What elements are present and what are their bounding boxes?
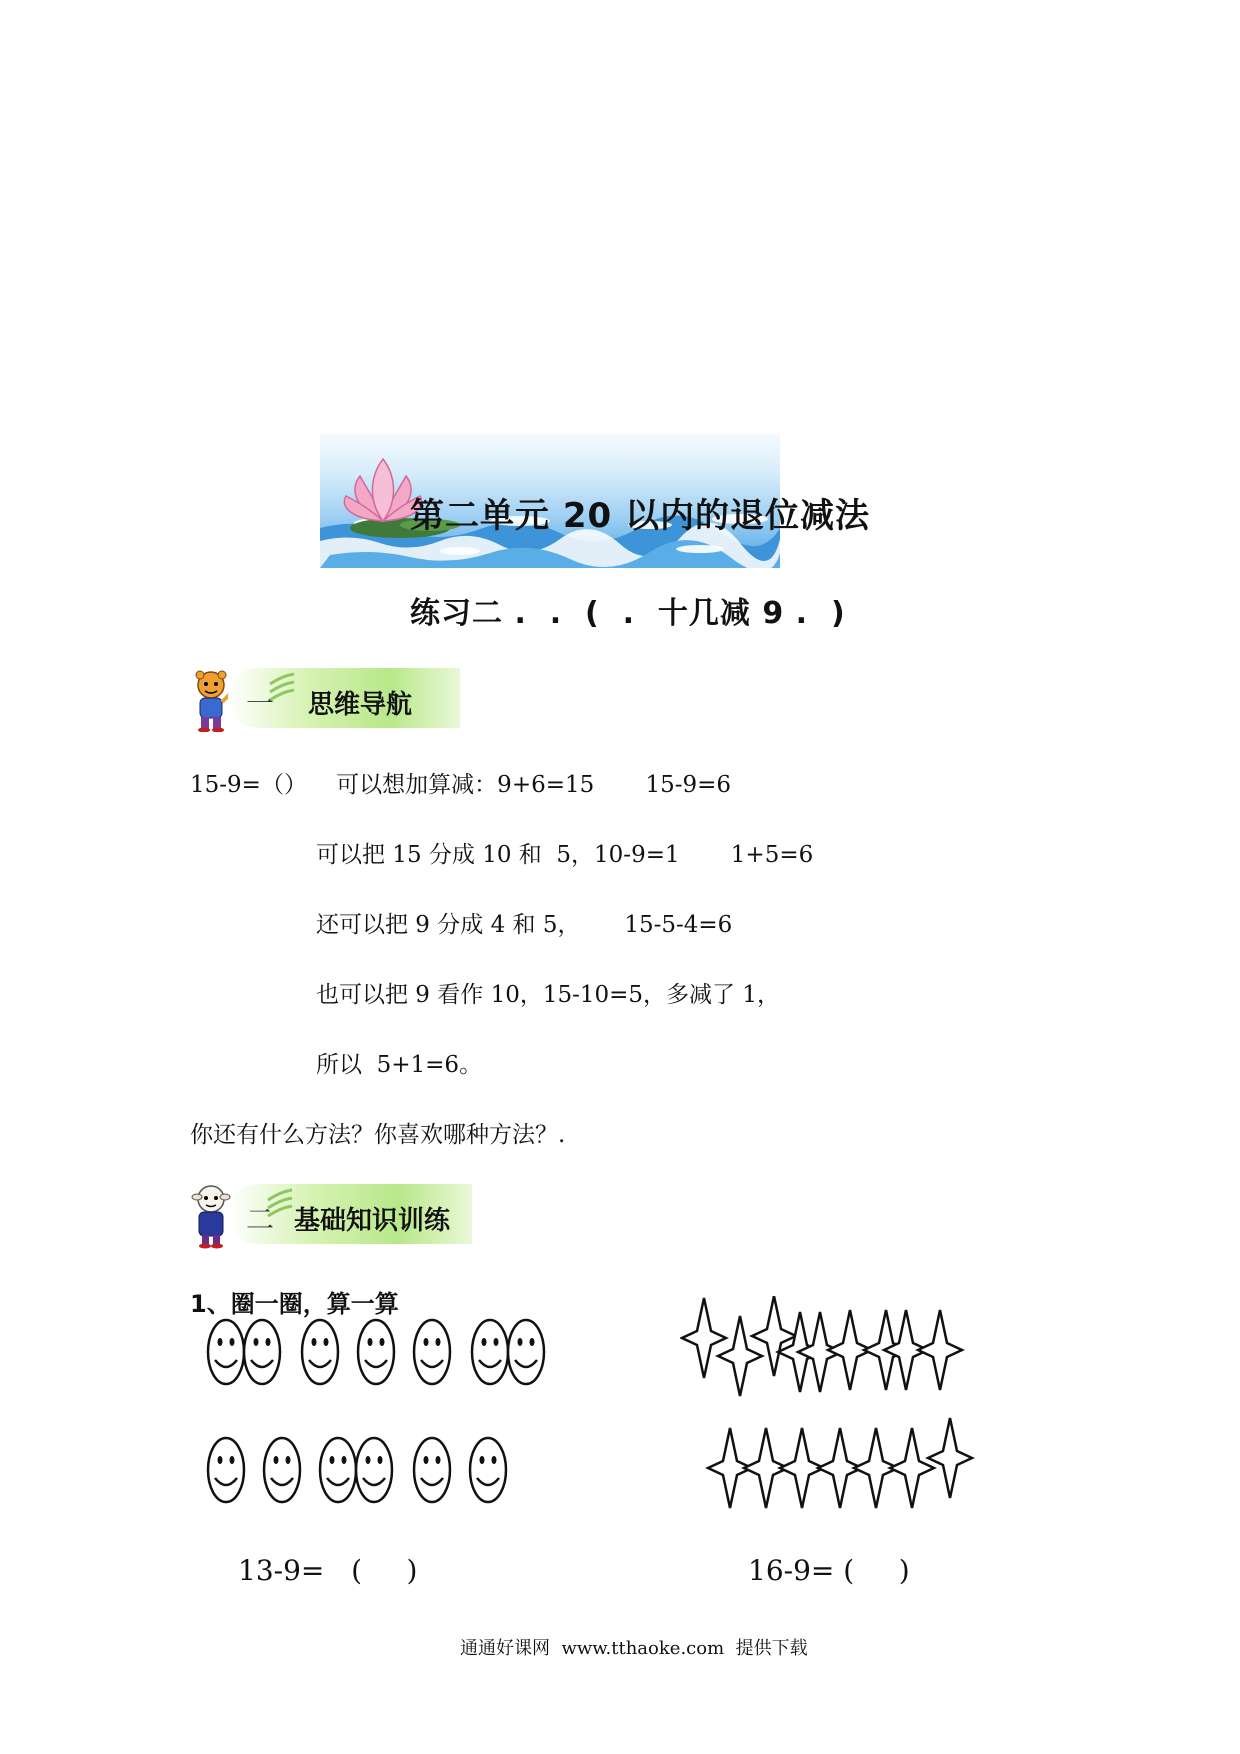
star-group	[680, 1296, 990, 1526]
smiley-face-icon	[414, 1438, 450, 1502]
smiley-face-icon	[414, 1320, 450, 1384]
expression-left: 13-9= ( )	[238, 1554, 418, 1587]
method-line-1: 15-9=（） 可以想加算减：9+6=15 15-9=6	[190, 772, 732, 798]
smiley-face-icon	[208, 1438, 244, 1502]
smiley-face-icon	[302, 1320, 338, 1384]
unit-title: 第二单元 20 以内的退位减法	[410, 496, 870, 536]
four-point-star-icon	[918, 1310, 962, 1390]
section1-label: 思维导航	[308, 690, 413, 720]
method-line-2: 可以把 15 分成 10 和 5，10-9=1 1+5=6	[316, 842, 814, 868]
sheep-mascot-icon	[188, 1184, 234, 1250]
swoosh-icon	[268, 672, 296, 724]
smiley-face-icon	[472, 1320, 508, 1384]
section2-number: 二	[246, 1203, 275, 1236]
method-line-3: 还可以把 9 分成 4 和 5， 15-5-4=6	[316, 912, 733, 938]
tiger-mascot-icon	[188, 670, 234, 732]
method-line-5: 所以 5+1=6。	[316, 1052, 483, 1078]
smiley-face-icon	[244, 1320, 280, 1384]
method-line-4: 也可以把 9 看作 10，15-10=5，多减了 1，	[316, 982, 780, 1008]
smiley-group	[200, 1310, 560, 1510]
smiley-face-icon	[356, 1438, 392, 1502]
swoosh-icon	[266, 1188, 294, 1240]
section2-label: 基础知识训练	[294, 1206, 451, 1236]
smiley-face-icon	[470, 1438, 506, 1502]
four-point-star-icon	[752, 1296, 796, 1376]
four-point-star-icon	[718, 1316, 762, 1396]
four-point-star-icon	[928, 1418, 972, 1498]
footer-credit: 通通好课网 www.tthaoke.com 提供下载	[460, 1638, 808, 1659]
smiley-face-icon	[208, 1320, 244, 1384]
smiley-face-icon	[508, 1320, 544, 1384]
smiley-face-icon	[320, 1438, 356, 1502]
smiley-face-icon	[358, 1320, 394, 1384]
question-line: 你还有什么方法？你喜欢哪种方法？.	[190, 1122, 566, 1148]
four-point-star-icon	[682, 1298, 726, 1378]
four-point-star-icon	[890, 1428, 934, 1508]
expression-right: 16-9= ( )	[748, 1554, 910, 1587]
section1-number: 一	[246, 687, 275, 720]
question1-title: 1、圈一圈，算一算	[190, 1290, 399, 1318]
practice-title: 练习二 . . ( . 十几减 9 . )	[410, 596, 846, 631]
smiley-face-icon	[264, 1438, 300, 1502]
